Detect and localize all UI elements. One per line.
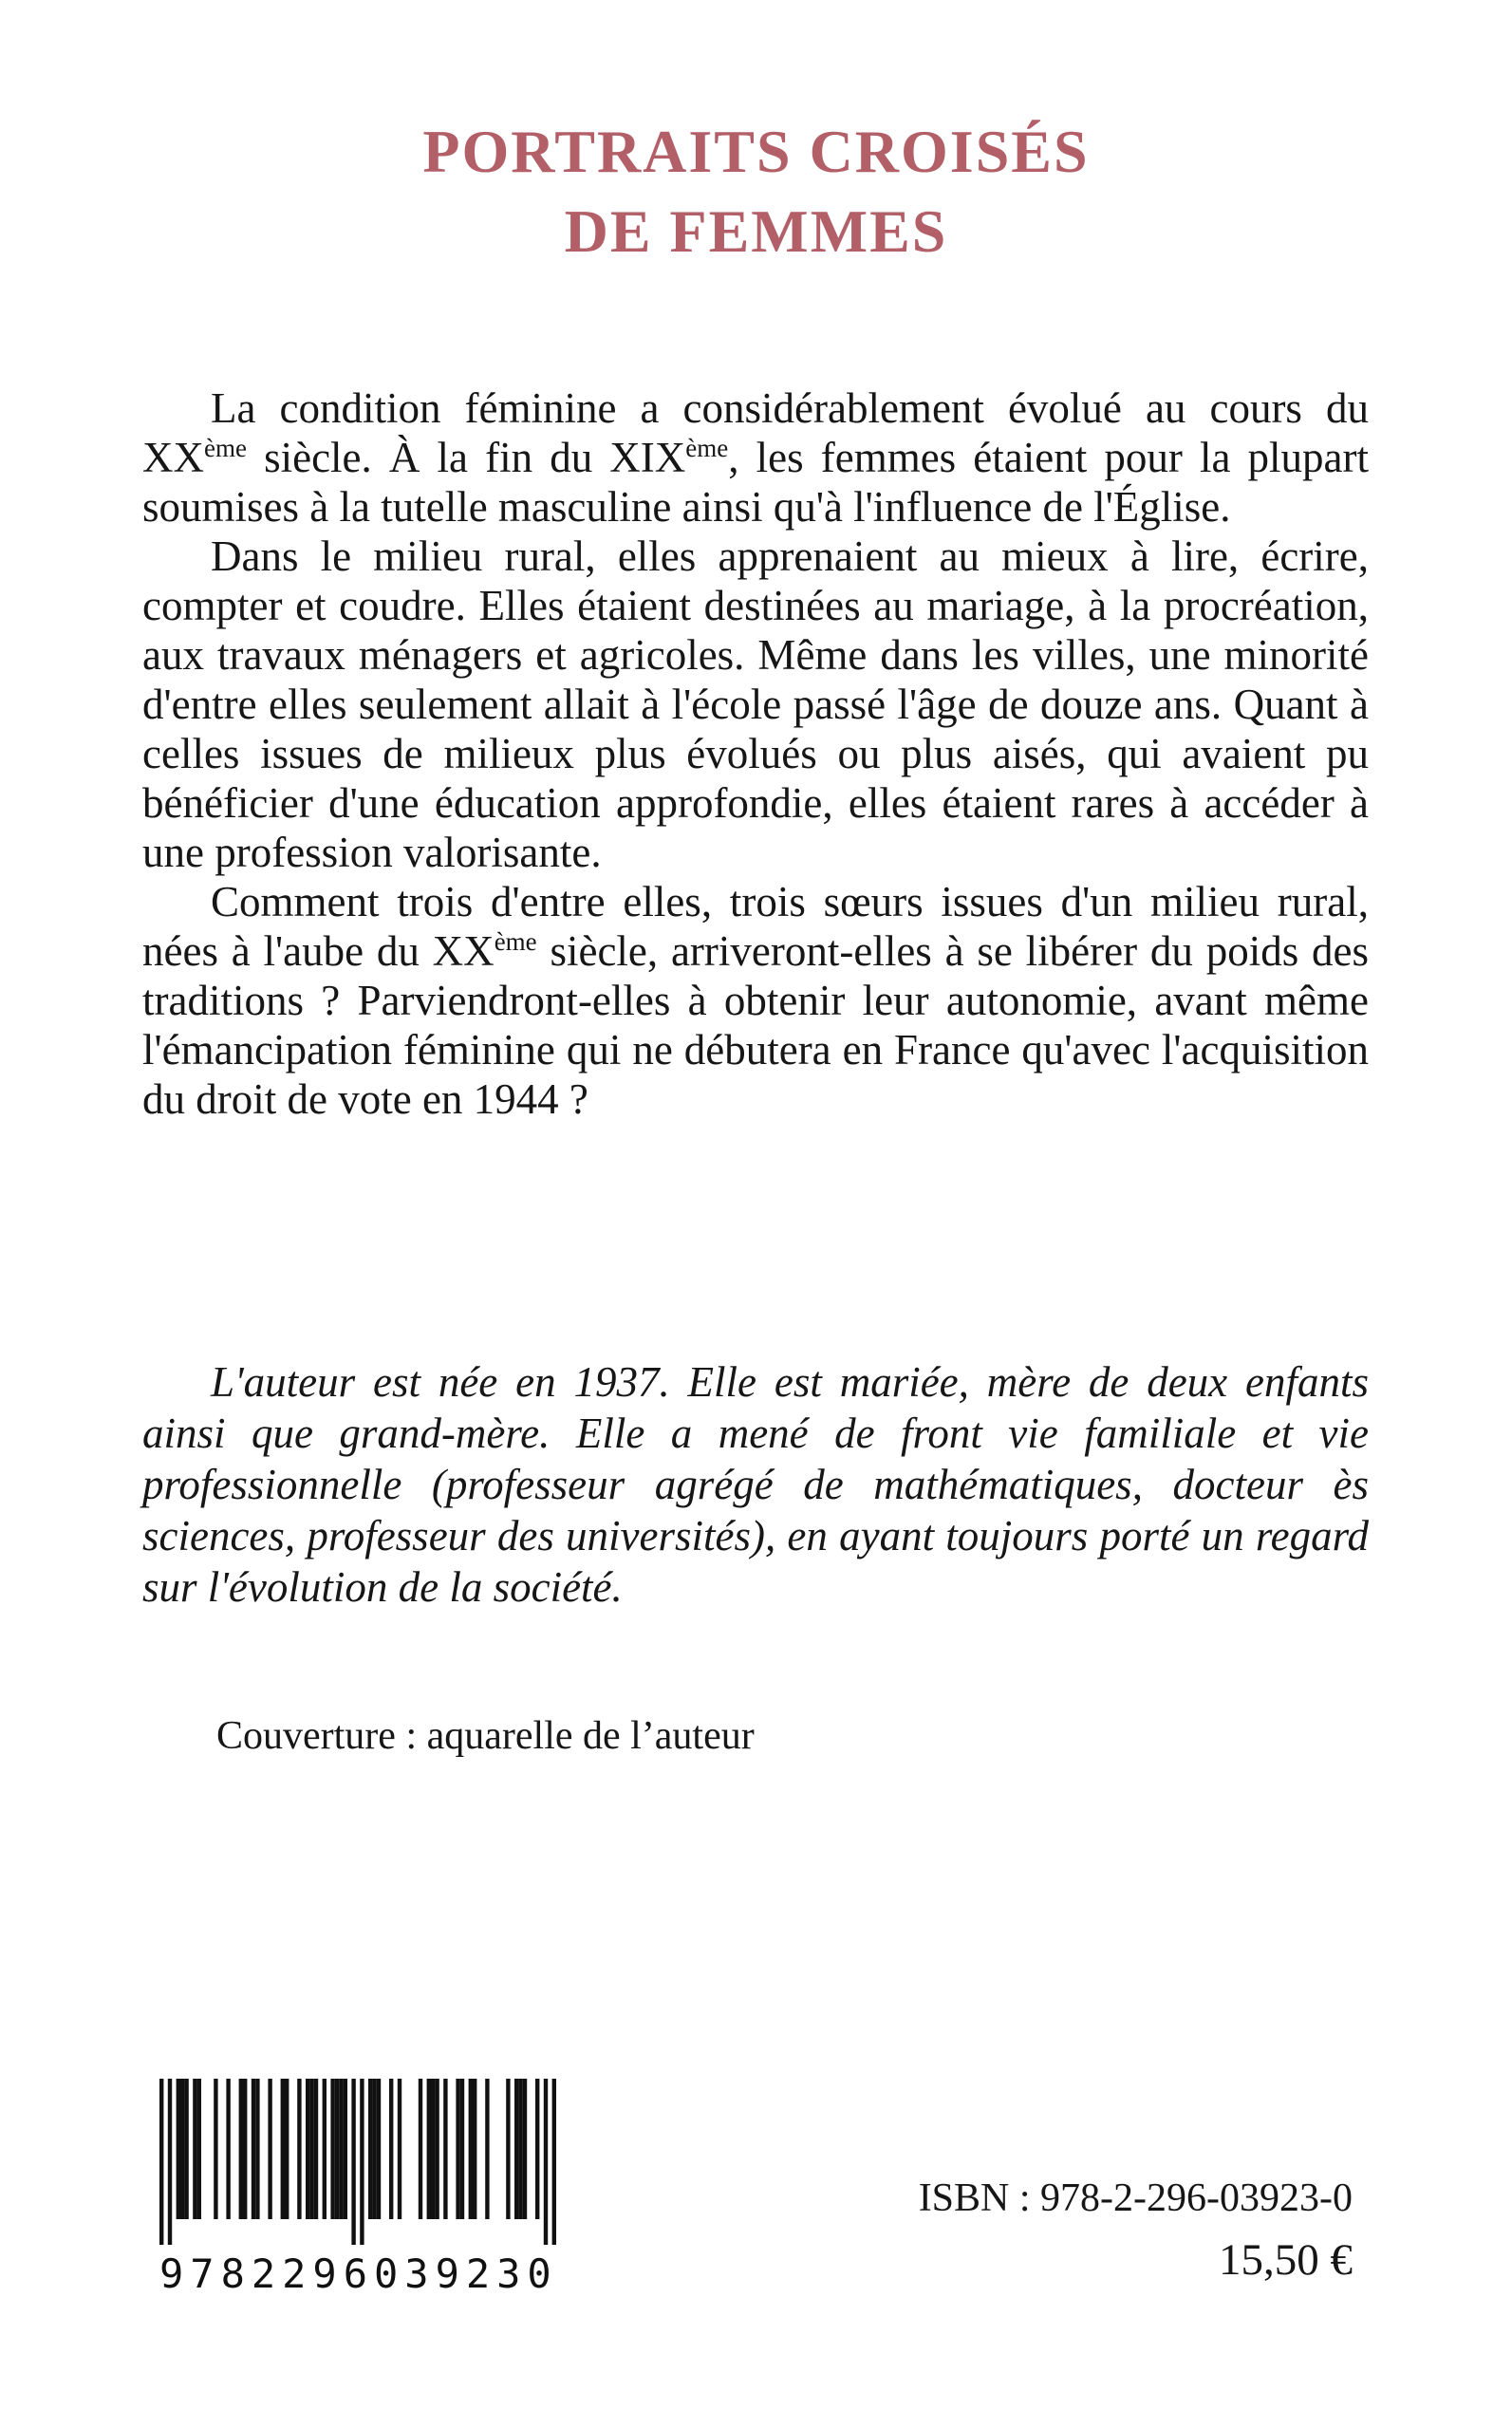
book-title xyxy=(0,112,1512,271)
synopsis-paragraph: Comment trois d'entre elles, trois sœurs issues d'un milieu rural, nées à l'aube du XXème siècle, arriveront-elles à se libérer du poids des traditions ? Parviendront-elles à obtenir leur autonomie, avant même l'émancipation féminine qui ne débutera en France qu'avec l'acquisition du droit de vote en 1944 ? xyxy=(142,878,1369,1123)
book-title-line1: PORTRAITS CROISÉS xyxy=(422,118,1090,185)
book-title-line2: DE FEMMES xyxy=(564,197,948,265)
price-text: 15,50 € xyxy=(1219,2235,1353,2285)
isbn-block xyxy=(919,2176,1353,2286)
barcode xyxy=(159,2079,556,2245)
barcode-block xyxy=(159,2079,558,2297)
synopsis-paragraph: Dans le milieu rural, elles apprenaient au mieux à lire, écrire, compter et coudre. Elles étaient destinées au mariage, à la procréation, aux travaux ménagers et agricoles. Même dans les villes, une minorité d'entre elles seulement allait à l'école passé l'âge de douze ans. Quant à celles issues de milieux plus évolués ou plus aisés, qui avaient pu bénéficier d'une éducation approfondie, elles étaient rares à accéder à une profession valorisante. xyxy=(142,532,1369,876)
synopsis-paragraph: La condition féminine a considérablement évolué au cours du XXème siècle. À la fin du XIXème, les femmes étaient pour la plupart soumises à la tutelle masculine ainsi qu'à l'influence de l'Église. xyxy=(142,384,1369,531)
barcode-digits: 9782296039230 xyxy=(159,2250,558,2297)
isbn-text: ISBN : 978-2-296-03923-0 xyxy=(918,2176,1353,2220)
author-note: L'auteur est née en 1937. Elle est mariée, mère de deux enfants ainsi que grand-mère. Elle a mené de front vie familiale et vie professionnelle (professeur agrégé de mathématiques, docteur ès sciences, professeur des universités), en ayant toujours porté un regard sur l'évolution de la société. xyxy=(142,1358,1369,1611)
cover-credit-text: Couverture : aquarelle de l’auteur xyxy=(216,1714,755,1758)
synopsis-text xyxy=(142,383,1369,1124)
